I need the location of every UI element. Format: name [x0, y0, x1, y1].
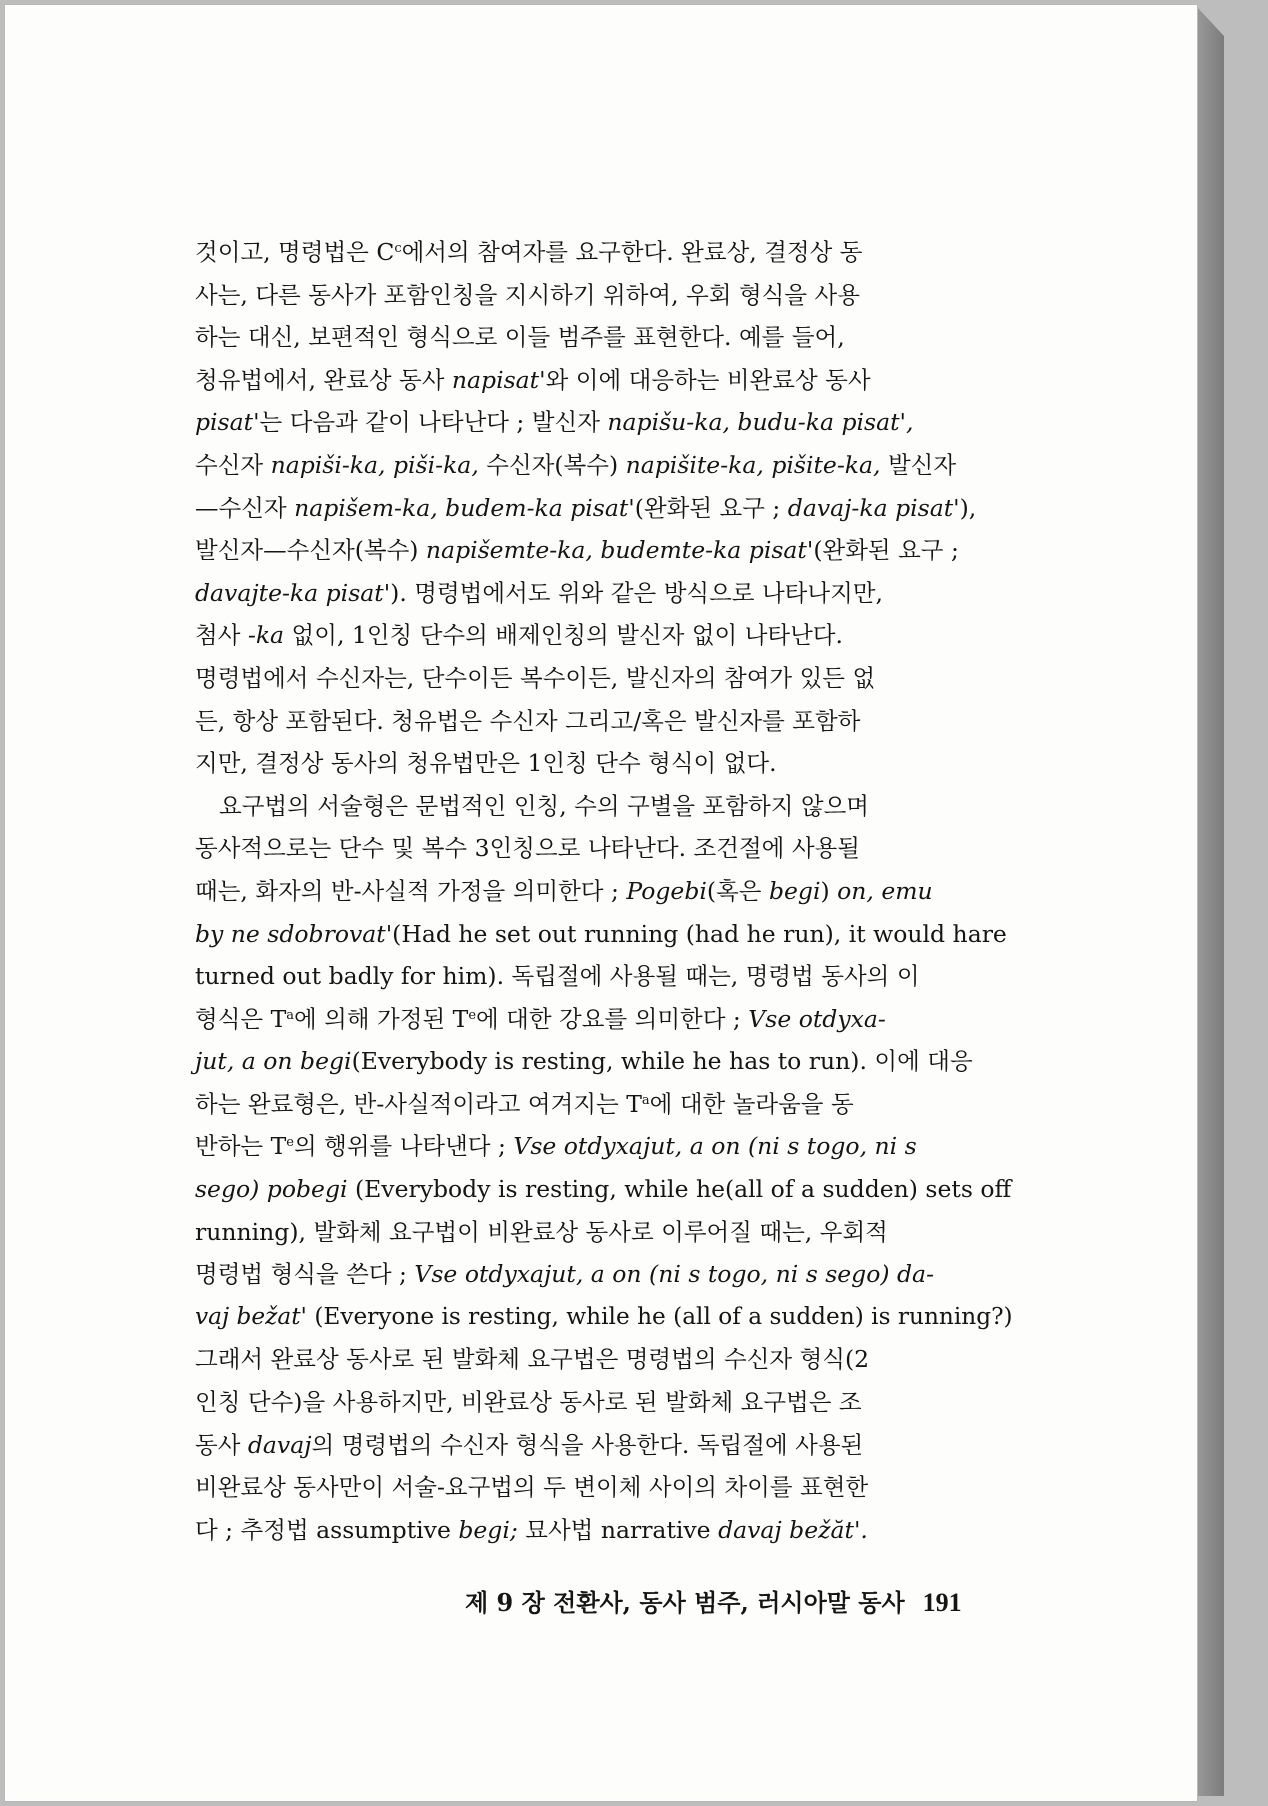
text-segment: turned out badly for him). 독립절에 사용될 때는, 명령법 동사의 이: [195, 962, 920, 991]
text-segment: 하는 대신, 보편적인 형식으로 이들 범주를 표현한다. 예를 들어,: [195, 323, 845, 352]
italic-term: davaj-ka pisat': [787, 493, 960, 522]
text-segment: 하는 완료형은, 반-사실적이라고 여겨지는 T: [195, 1089, 642, 1118]
text-segment: 발신자: [880, 450, 957, 479]
text-segment: (Everybody is resting, while he(all of a sudden) sets off: [347, 1175, 1012, 1204]
running-title: 제 9 장 전환사, 동사 범주, 러시아말 동사: [465, 1588, 905, 1617]
book-page: [4, 4, 1198, 1802]
text-segment: 동사: [195, 1430, 248, 1459]
text-segment: 에 대한 놀라움을 동: [649, 1089, 854, 1118]
text-line: [195, 1040, 1013, 1083]
italic-term: napišemte-ka, budemte-ka pisat': [425, 536, 814, 565]
text-line: [195, 1338, 1013, 1381]
text-line: [195, 955, 1013, 998]
text-segment: 때는, 화자의 반-사실적 가정을 의미한다 ;: [195, 876, 627, 905]
text-line: [195, 1211, 1013, 1254]
text-segment: running), 발화체 요구법이 비완료상 동사로 이루어질 때는, 우회적: [195, 1217, 888, 1246]
text-segment: 발신자—수신자(복수): [195, 536, 426, 565]
text-line: [195, 274, 1013, 317]
text-segment: 수신자: [195, 450, 271, 479]
italic-term: napišite-ka, pišite-ka,: [625, 450, 881, 479]
italic-term: davaj: [247, 1430, 312, 1459]
italic-term: jut, a on begi: [195, 1047, 352, 1076]
text-line: [195, 1253, 1013, 1296]
text-line: [195, 657, 1013, 700]
text-segment: ),: [959, 493, 977, 522]
text-line: [195, 827, 1013, 870]
italic-term: Pogebi: [626, 876, 707, 905]
text-segment: 의 명령법의 수신자 형식을 사용한다. 독립절에 사용된: [311, 1430, 864, 1459]
text-segment: 에서의 참여자를 요구한다. 완료상, 결정상 동: [401, 238, 863, 266]
text-line: [195, 529, 1013, 572]
superscript: a: [641, 1092, 650, 1108]
text-segment: 명령법에서 수신자는, 단수이든 복수이든, 발신자의 참여가 있든 없: [195, 663, 876, 692]
text-segment: 에 의해 가정된 T: [294, 1004, 469, 1033]
text-segment: ): [820, 876, 838, 905]
text-line: [195, 870, 1013, 913]
text-line: [195, 487, 1013, 530]
text-line: [195, 1125, 1013, 1168]
italic-term: napišem-ka, budem-ka pisat': [294, 493, 635, 522]
italic-term: Vse otdyxajut, a on (ni s togo, ni s sego) da-: [414, 1260, 935, 1289]
italic-term: napiši-ka, piši-ka,: [270, 450, 479, 479]
page-edge-shadow: [1196, 6, 1224, 1796]
text-segment: 요구법의 서술형은 문법적인 인칭, 수의 구별을 포함하지 않으며: [219, 791, 869, 820]
text-line: [195, 913, 1013, 956]
italic-term: on, emu: [837, 876, 933, 905]
italic-term: Vse otdyxa-: [748, 1004, 886, 1033]
italic-term: begi: [768, 876, 821, 905]
text-segment: 의 행위를 나타낸다 ;: [293, 1132, 514, 1161]
italic-term: Vse otdyxajut, a on (ni s togo, ni s: [513, 1132, 917, 1161]
text-line: [195, 1296, 1013, 1339]
text-segment: (혹은: [706, 876, 769, 905]
text-segment: 에 대한 강요를 의미한다 ;: [476, 1004, 749, 1033]
page-footer: [465, 1583, 995, 1618]
text-line: [195, 572, 1013, 615]
italic-term: davajte-ka pisat': [195, 578, 391, 607]
text-segment: (완화된 요구 ;: [634, 493, 788, 522]
text-segment: 것이고, 명령법은 C: [195, 238, 395, 266]
text-line: [195, 614, 1013, 657]
text-segment: 첨사: [195, 621, 248, 650]
text-segment: 없이, 1인칭 단수의 배제인칭의 발신자 없이 나타난다.: [284, 621, 843, 650]
text-segment: 비완료상 동사만이 서술-요구법의 두 변이체 사이의 차이를 표현한: [195, 1473, 869, 1502]
text-line: [195, 1168, 1013, 1211]
text-line: [195, 1509, 1013, 1552]
text-line: [195, 444, 1013, 487]
text-segment: 반하는 T: [195, 1132, 287, 1161]
text-segment: —수신자: [195, 493, 295, 522]
text-segment: 묘사법 narrative: [517, 1515, 719, 1544]
text-line: [195, 231, 1013, 274]
text-segment: 형식은 T: [195, 1004, 287, 1033]
text-segment: 수신자(복수): [478, 450, 626, 479]
text-segment: 는 다음과 같이 나타난다 ; 발신자: [259, 408, 608, 437]
text-segment: 명령법 형식을 쓴다 ;: [195, 1260, 415, 1289]
text-line: [195, 998, 1013, 1041]
text-line: [195, 742, 1013, 785]
italic-term: -ka: [247, 621, 285, 650]
text-line: [195, 1083, 1013, 1126]
text-segment: 청유법에서, 완료상 동사: [195, 365, 452, 394]
italic-term: by ne sdobrovat': [195, 919, 393, 948]
italic-term: pisat': [195, 408, 260, 437]
text-segment: (Everyone is resting, while he (all of a sudden) is running?): [306, 1302, 1013, 1330]
superscript: c: [394, 241, 402, 256]
body-text: [195, 231, 1013, 1551]
italic-term: davaj bežăt'.: [718, 1515, 868, 1544]
italic-term: napišu-ka, budu-ka pisat',: [607, 408, 914, 437]
text-segment: (완화된 요구 ;: [813, 536, 959, 565]
text-segment: 다 ; 추정법 assumptive: [195, 1515, 459, 1544]
text-segment: (Had he set out running (had he run), it would hare: [392, 919, 1007, 948]
text-line: [195, 700, 1013, 743]
italic-term: vaj bežat': [195, 1302, 307, 1330]
text-segment: 든, 항상 포함된다. 청유법은 수신자 그리고/혹은 발신자를 포함하: [195, 706, 861, 735]
text-segment: 지만, 결정상 동사의 청유법만은 1인칭 단수 형식이 없다.: [195, 749, 777, 778]
italic-term: sego) pobegi: [195, 1175, 348, 1204]
italic-term: begi;: [458, 1515, 518, 1544]
superscript: a: [286, 1007, 295, 1023]
text-line: [195, 359, 1013, 402]
text-segment: 사는, 다른 동사가 포함인칭을 지시하기 위하여, 우회 형식을 사용: [195, 280, 860, 309]
text-line: [195, 401, 1013, 444]
page-number: 191: [922, 1588, 962, 1617]
text-line: [195, 1424, 1013, 1467]
text-line: [195, 1381, 1013, 1424]
text-segment: 그래서 완료상 동사로 된 발화체 요구법은 명령법의 수신자 형식(2: [195, 1345, 870, 1374]
text-segment: 동사적으로는 단수 및 복수 3인칭으로 나타난다. 조건절에 사용될: [195, 834, 860, 863]
text-line: [195, 316, 1013, 359]
text-segment: ). 명령법에서도 위와 같은 방식으로 나타나지만,: [390, 578, 883, 607]
text-segment: 인칭 단수)을 사용하지만, 비완료상 동사로 된 발화체 요구법은 조: [195, 1388, 862, 1417]
superscript: e: [468, 1007, 477, 1023]
text-segment: (Everybody is resting, while he has to run). 이에 대응: [351, 1047, 973, 1076]
superscript: e: [286, 1135, 294, 1151]
text-line: [195, 1466, 1013, 1509]
italic-term: napisat': [451, 365, 546, 394]
text-segment: 와 이에 대응하는 비완료상 동사: [545, 365, 871, 394]
text-line: [195, 785, 1013, 828]
